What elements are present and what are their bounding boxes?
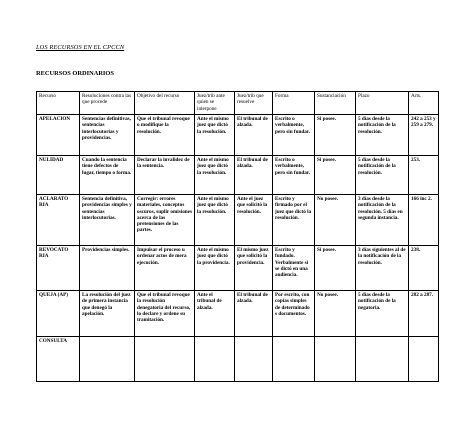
forma-cell: Escrito y fundado. Verbalmente si se dictó en una audiencia. [273, 246, 315, 291]
plazo-cell [356, 337, 409, 382]
header-recurso: Recurso [37, 92, 80, 115]
plazo-cell: 5 días desde la notificación de la negatoria. [356, 291, 409, 337]
recurso-cell: REVOCATO RIA [37, 246, 80, 291]
recurso-cell: APELACION [37, 115, 80, 156]
sustanciacion-cell: Si posee. [315, 156, 356, 195]
juez-interpone-cell [195, 337, 235, 382]
sustanciacion-cell: Si posee. [315, 115, 356, 156]
recursos-table [36, 91, 439, 382]
recurso-cell: QUEJA (AP) [37, 291, 80, 337]
sustanciacion-cell [315, 337, 356, 382]
juez-resuelve-cell: El tribunal de alzada. [235, 115, 273, 156]
resoluciones-cell: Sentencia definitiva, providencias simples y sentencias interlocutorias. [80, 195, 135, 246]
header-plazo: Plazo [356, 92, 409, 115]
juez-interpone-cell: Ante el mismo juez que dictó la resolución. [195, 195, 235, 246]
juez-resuelve-cell: El mismo juez que solicitó la providencia. [235, 246, 273, 291]
forma-cell: Escrito o verbalmente, pero sin fundar. [273, 115, 315, 156]
table-row [37, 246, 439, 291]
header-objetivo: Objetivo del recurso [135, 92, 195, 115]
juez-resuelve-cell: Ante el juez que solicitó la resolución. [235, 195, 273, 246]
juez-interpone-cell: Ante el mismo juez que dictó la resolución. [195, 156, 235, 195]
table-row [37, 195, 439, 246]
objetivo-cell: Impulsar el proceso u ordenar actos de mera ejecución. [135, 246, 195, 291]
juez-interpone-cell: Ante el tribunal de alzada. [195, 291, 235, 337]
recurso-cell: CONSULTA [37, 337, 80, 382]
header-juez-resuelve: Juez/trib que resuelve [235, 92, 273, 115]
header-forma: Forma [273, 92, 315, 115]
table-row [37, 291, 439, 337]
document-title: LOS RECURSOS EN EL CPCCN [36, 44, 125, 51]
table-row [37, 337, 439, 382]
recurso-cell: ACLARATO RIA [37, 195, 80, 246]
section-subtitle: RECURSOS ORDINARIOS [36, 70, 114, 77]
arts-cell: 282 a 287. [409, 291, 439, 337]
resoluciones-cell: Cuando la sentencia tiene defectos de lugar, tiempo o forma. [80, 156, 135, 195]
resoluciones-cell: Sentencias definitivas, sentencias interlocutorias y providencias. [80, 115, 135, 156]
arts-cell: 166 inc 2. [409, 195, 439, 246]
resoluciones-cell: Providencias simples. [80, 246, 135, 291]
arts-cell: 238. [409, 246, 439, 291]
forma-cell: Escrito o verbalmente, pero sin fundar. [273, 156, 315, 195]
objetivo-cell: Que el tribunal revoque la resolución denegatoria del recurso, lo declare y ordene su tramitación. [135, 291, 195, 337]
objetivo-cell: Que el tribunal revoque o modifique la resolución. [135, 115, 195, 156]
juez-resuelve-cell: El tribunal de alzada. [235, 156, 273, 195]
objetivo-cell: Corregir: errores materiales, conceptos oscuros, suplir omisiones acerca de las pretensiones de las partes. [135, 195, 195, 246]
objetivo-cell [135, 337, 195, 382]
table-row [37, 115, 439, 156]
plazo-cell: 3 días siguientes al de la notificación de la resolución. [356, 246, 409, 291]
forma-cell: Por escrito, con copias simples de determinado s documentos. [273, 291, 315, 337]
juez-resuelve-cell [235, 337, 273, 382]
resoluciones-cell [80, 337, 135, 382]
plazo-cell: 3 días desde la notificación de la resolución. 5 días en segunda instancia. [356, 195, 409, 246]
sustanciacion-cell: No posee. [315, 291, 356, 337]
header-sustanciacion: Sustanciación [315, 92, 356, 115]
forma-cell [273, 337, 315, 382]
header-juez-interpone: Juez/trib ante quien se interpone [195, 92, 235, 115]
header-arts: Arts. [409, 92, 439, 115]
plazo-cell: 5 días desde la notificación de la resolución. [356, 156, 409, 195]
juez-interpone-cell: Ante el mismo juez que dictó la providencia. [195, 246, 235, 291]
juez-interpone-cell: Ante el mismo juez que dictó la resolución. [195, 115, 235, 156]
sustanciacion-cell: No posee. [315, 195, 356, 246]
juez-resuelve-cell: El tribunal de alzada. [235, 291, 273, 337]
header-resoluciones: Resoluciones contra las que procede [80, 92, 135, 115]
arts-cell [409, 337, 439, 382]
header-row [37, 92, 439, 115]
objetivo-cell: Declarar la invalidez de la sentencia. [135, 156, 195, 195]
sustanciacion-cell: Si posee. [315, 246, 356, 291]
table-row [37, 156, 439, 195]
resoluciones-cell: La resolución del juez de primera instancia que denegó la apelación. [80, 291, 135, 337]
recurso-cell: NULIDAD [37, 156, 80, 195]
arts-cell: 253. [409, 156, 439, 195]
arts-cell: 242 a 253 y 259 a 279. [409, 115, 439, 156]
forma-cell: Escrito y firmado por el juez que dictó la resolución. [273, 195, 315, 246]
plazo-cell: 5 días desde la notificación de la resolución. [356, 115, 409, 156]
